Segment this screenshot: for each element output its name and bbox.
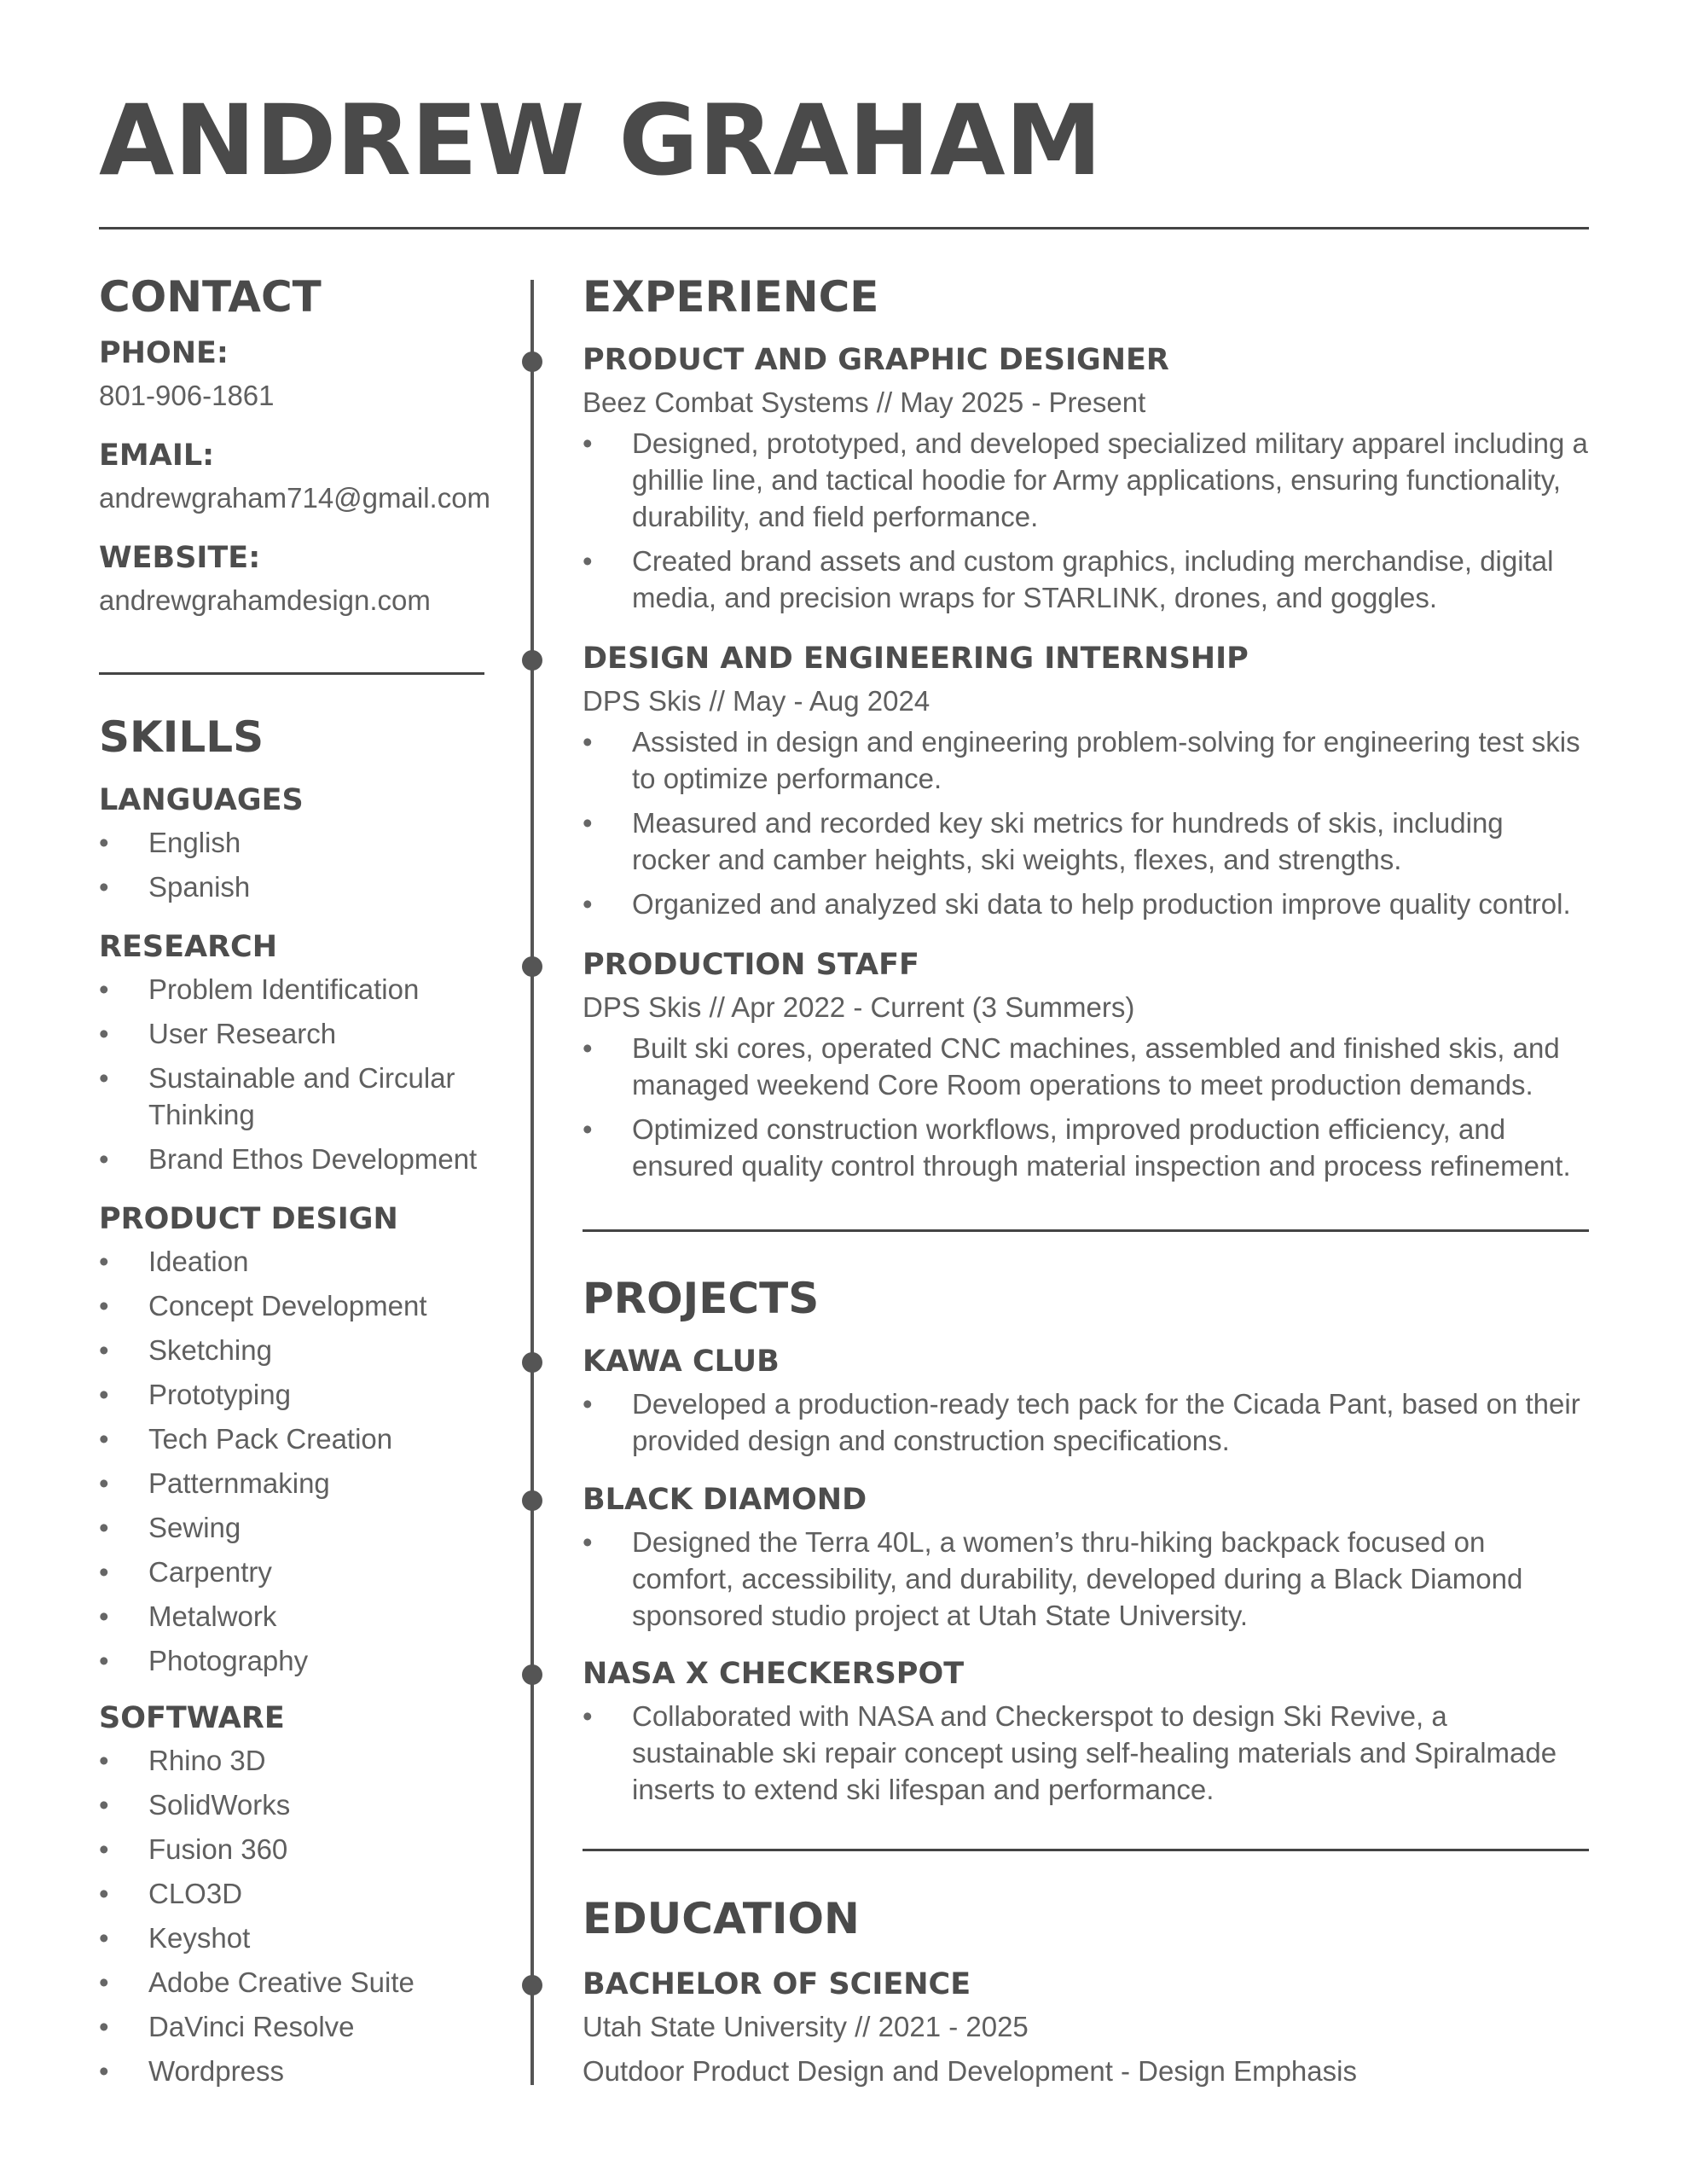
list-item [99, 1373, 500, 1417]
list-item [99, 967, 500, 1012]
list-item [99, 1012, 500, 1056]
list-item [99, 1739, 500, 1783]
list-item [99, 1417, 500, 1461]
contact-heading: CONTACT [99, 272, 322, 322]
job-meta: DPS Skis // May - Aug 2024 [583, 685, 930, 717]
bullet-icon: • [99, 1878, 109, 1909]
list-item [583, 1385, 1589, 1459]
website-value: andrewgrahamdesign.com [99, 584, 431, 616]
skill-label: Spanish [148, 871, 251, 903]
bullet-icon: • [99, 1246, 109, 1277]
list-item [99, 1960, 500, 2005]
skill-label: Brand Ethos Development [148, 1143, 478, 1175]
skill-label: DaVinci Resolve [148, 2011, 355, 2042]
skill-label: Concept Development [148, 1290, 427, 1321]
bullet-text: Optimized construction workflows, improved production efficiency, and ensured quality control through material inspection and process refinement. [632, 1113, 1571, 1182]
skill-group-title: LANGUAGES [99, 783, 304, 817]
phone-value: 801-906-1861 [99, 380, 275, 411]
education-entry [583, 1964, 1589, 2094]
project-name: NASA X CHECKERSPOT [583, 1657, 965, 1691]
bullet-text: Designed the Terra 40L, a women’s thru-hiking backpack focused on comfort, accessibility, and durability, developed during a Black Diamond sponsored studio project at Utah State University. [632, 1526, 1523, 1631]
contact-divider [99, 672, 484, 675]
skill-label: Sewing [148, 1512, 241, 1543]
skill-group-title: SOFTWARE [99, 1701, 285, 1735]
header-divider [99, 227, 1589, 229]
bullet-icon: • [99, 1379, 109, 1410]
list-item [583, 804, 1589, 878]
list-item [583, 1030, 1589, 1103]
job-meta: DPS Skis // Apr 2022 - Current (3 Summers) [583, 991, 1135, 1023]
contact-website [99, 537, 431, 623]
bullet-text: Built ski cores, operated CNC machines, assembled and finished skis, and managed weekend Core Room operations to meet production demands. [632, 1032, 1560, 1101]
contact-phone [99, 333, 275, 418]
skill-label: Fusion 360 [148, 1833, 288, 1865]
timeline-dot [522, 650, 542, 671]
job-title: PRODUCT AND GRAPHIC DESIGNER [583, 343, 1169, 377]
skill-group-title: RESEARCH [99, 930, 277, 964]
list-item [583, 543, 1589, 616]
bullet-text: Developed a production-ready tech pack for the Cicada Pant, based on their provided design and construction specifications. [632, 1388, 1580, 1456]
bullet-icon: • [583, 888, 593, 920]
phone-label: PHONE: [99, 336, 229, 370]
list-item [99, 1594, 500, 1639]
experience-heading: EXPERIENCE [583, 272, 879, 322]
bullet-icon: • [99, 1334, 109, 1366]
skills-heading: SKILLS [99, 712, 264, 762]
bullet-text: Collaborated with NASA and Checkerspot to design Ski Revive, a sustainable ski repair concept using self-healing materials and Spiralmade inserts to extend ski lifespan and performance. [632, 1700, 1557, 1805]
degree-title: BACHELOR OF SCIENCE [583, 1967, 971, 2001]
bullet-text: Organized and analyzed ski data to help production improve quality control. [632, 888, 1571, 920]
project-name: BLACK DIAMOND [583, 1483, 867, 1517]
list-item [99, 1137, 500, 1182]
bullet-icon: • [583, 1113, 593, 1145]
bullet-icon: • [99, 1018, 109, 1049]
list-item [99, 2005, 500, 2049]
bullet-icon: • [99, 2055, 109, 2087]
job-meta: Beez Combat Systems // May 2025 - Present [583, 386, 1146, 418]
experience-entry [583, 340, 1589, 624]
list-item [99, 1827, 500, 1872]
bullet-icon: • [99, 1062, 109, 1094]
email-value: andrewgraham714@gmail.com [99, 482, 491, 514]
list-item [99, 1783, 500, 1827]
skill-label: Metalwork [148, 1600, 277, 1632]
list-item [99, 1916, 500, 1960]
skill-label: Rhino 3D [148, 1745, 266, 1776]
bullet-text: Created brand assets and custom graphics, including merchandise, digital media, and precision wraps for STARLINK, drones, and goggles. [632, 545, 1554, 613]
projects-heading: PROJECTS [583, 1274, 820, 1323]
skill-label: Photography [148, 1645, 309, 1676]
bullet-icon: • [99, 1922, 109, 1954]
education-heading: EDUCATION [583, 1894, 860, 1943]
bullet-icon: • [99, 1556, 109, 1588]
program-name: Outdoor Product Design and Development - Design Emphasis [583, 2055, 1357, 2087]
skill-label: Sketching [148, 1334, 272, 1366]
list-item [583, 425, 1589, 535]
list-item [99, 1550, 500, 1594]
projects-divider [583, 1849, 1589, 1851]
bullet-icon: • [583, 1032, 593, 1064]
bullet-icon: • [99, 1645, 109, 1676]
job-title: DESIGN AND ENGINEERING INTERNSHIP [583, 642, 1249, 676]
list-item [99, 821, 500, 865]
job-title: PRODUCTION STAFF [583, 948, 919, 982]
bullet-icon: • [583, 427, 593, 459]
list-item [99, 865, 500, 909]
list-item [99, 1328, 500, 1373]
list-item [99, 1056, 500, 1137]
bullet-icon: • [99, 1423, 109, 1455]
experience-entry [583, 944, 1589, 1192]
list-item [583, 886, 1589, 922]
skill-label: Prototyping [148, 1379, 291, 1410]
list-item [583, 723, 1589, 797]
skill-label: Sustainable and Circular Thinking [148, 1062, 455, 1130]
skill-group-software [99, 1698, 500, 2094]
list-item [99, 1872, 500, 1916]
email-label: EMAIL: [99, 439, 215, 473]
school-meta: Utah State University // 2021 - 2025 [583, 2011, 1029, 2042]
skill-label: Adobe Creative Suite [148, 1966, 415, 1998]
skill-label: Carpentry [148, 1556, 272, 1588]
project-name: KAWA CLUB [583, 1345, 780, 1379]
timeline-dot [522, 351, 542, 372]
skill-label: Ideation [148, 1246, 249, 1277]
list-item [99, 1506, 500, 1550]
project-entry [583, 1653, 1589, 1815]
skill-group-research [99, 926, 500, 1182]
list-item [99, 1639, 500, 1683]
skill-label: SolidWorks [148, 1789, 291, 1821]
project-entry [583, 1341, 1589, 1467]
skill-label: Problem Identification [148, 973, 420, 1005]
timeline-dot [522, 1975, 542, 1995]
bullet-icon: • [99, 2011, 109, 2042]
list-item [583, 1524, 1589, 1634]
timeline-line [530, 280, 534, 2085]
skill-label: Patternmaking [148, 1467, 330, 1499]
bullet-icon: • [583, 1700, 593, 1732]
skill-label: CLO3D [148, 1878, 243, 1909]
list-item [99, 1461, 500, 1506]
bullet-icon: • [99, 1600, 109, 1632]
bullet-text: Measured and recorded key ski metrics for hundreds of skis, including rocker and camber heights, ski weights, flexes, and strengths. [632, 807, 1504, 875]
skill-label: User Research [148, 1018, 337, 1049]
timeline-dot [522, 956, 542, 977]
candidate-name: ANDREW GRAHAM [99, 84, 1103, 197]
bullet-icon: • [583, 1526, 593, 1558]
skill-label: Wordpress [148, 2055, 284, 2087]
timeline-dot [522, 1352, 542, 1373]
bullet-icon: • [99, 827, 109, 858]
timeline-dot [522, 1490, 542, 1511]
list-item [99, 1240, 500, 1284]
skill-label: Keyshot [148, 1922, 251, 1954]
project-entry [583, 1479, 1589, 1641]
skill-label: Tech Pack Creation [148, 1423, 393, 1455]
website-label: WEBSITE: [99, 541, 261, 575]
bullet-icon: • [99, 1512, 109, 1543]
bullet-text: Designed, prototyped, and developed specialized military apparel including a ghillie line, and tactical hoodie for Army applications, ensuring functionality, durability, and field performance. [632, 427, 1588, 532]
experience-entry [583, 638, 1589, 930]
skill-label: English [148, 827, 241, 858]
skill-group-title: PRODUCT DESIGN [99, 1202, 398, 1236]
timeline-dot [522, 1664, 542, 1685]
bullet-icon: • [583, 726, 593, 758]
list-item [583, 1111, 1589, 1184]
bullet-icon: • [583, 807, 593, 839]
list-item [99, 2049, 500, 2094]
skill-group-product-design [99, 1199, 500, 1683]
bullet-icon: • [583, 1388, 593, 1420]
contact-email [99, 435, 490, 520]
bullet-icon: • [99, 973, 109, 1005]
list-item [583, 1698, 1589, 1808]
bullet-text: Assisted in design and engineering problem-solving for engineering test skis to optimize performance. [632, 726, 1580, 794]
skill-group-languages [99, 780, 500, 909]
bullet-icon: • [99, 1966, 109, 1998]
bullet-icon: • [99, 1290, 109, 1321]
bullet-icon: • [583, 545, 593, 577]
bullet-icon: • [99, 1467, 109, 1499]
bullet-icon: • [99, 1789, 109, 1821]
bullet-icon: • [99, 871, 109, 903]
list-item [99, 1284, 500, 1328]
bullet-icon: • [99, 1143, 109, 1175]
bullet-icon: • [99, 1833, 109, 1865]
bullet-icon: • [99, 1745, 109, 1776]
experience-divider [583, 1229, 1589, 1232]
